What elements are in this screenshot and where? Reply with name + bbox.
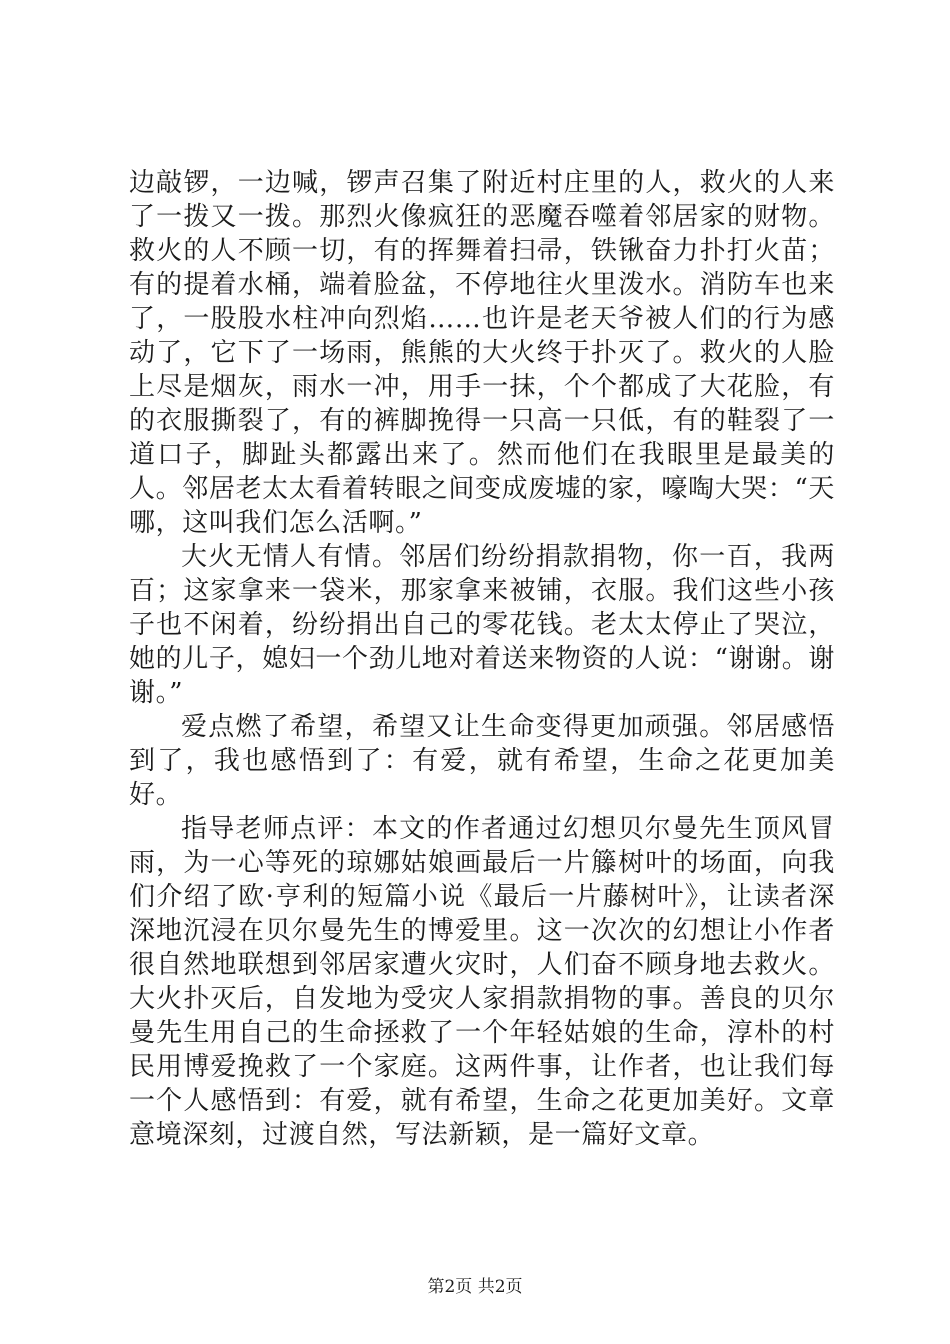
teacher-comment-paragraph: 指导老师点评：本文的作者通过幻想贝尔曼先生顶风冒雨，为一心等死的琼娜姑娘画最后一片籐树叶的场面，向我们介绍了欧·亨利的短篇小说《最后一片藤树叶》，让读者深深地沉浸在贝尔曼先生的博爱里。这一次次的幻想让小作者很自然地联想到邻居家遭火灾时，人们奋不顾身地去救火。大火扑灭后，自发地为受灾人家捐款捐物的事。善良的贝尔曼先生用自己的生命拯救了一个年轻姑娘的生命，淳朴的村民用博爱挽救了一个家庭。这两件事，让作者，也让我们每一个人感悟到：有爱，就有希望，生命之花更加美好。文章意境深刻，过渡自然，写法新颖，是一篇好文章。: [129, 814, 835, 1150]
paragraph: 大火无情人有情。邻居们纷纷捐款捐物，你一百，我两百；这家拿来一袋米，那家拿来被铺，衣服。我们这些小孩子也不闲着，纷纷捐出自己的零花钱。老太太停止了哭泣，她的儿子，媳妇一个劲儿地对着送来物资的人说：“谢谢。谢谢。”: [129, 542, 835, 708]
paragraph-continued: 边敲锣，一边喊，锣声召集了附近村庄里的人，救火的人来了一拨又一拨。那烈火像疯狂的恶魔吞噬着邻居家的财物。救火的人不顾一切，有的挥舞着扫帚，铁锹奋力扑打火苗；有的提着水桶，端着脸盆，不停地往火里泼水。消防车也来了，一股股水柱冲向烈焰……也许是老天爷被人们的行为感动了，它下了一场雨，熊熊的大火终于扑灭了。救火的人脸上尽是烟灰，雨水一冲，用手一抹，个个都成了大花脸，有的衣服撕裂了，有的裤脚挽得一只高一只低，有的鞋裂了一道口子，脚趾头都露出来了。然而他们在我眼里是最美的人。邻居老太太看着转眼之间变成废墟的家，嚎啕大哭：“天哪，这叫我们怎么活啊。”: [129, 168, 835, 538]
paragraph: 爱点燃了希望，希望又让生命变得更加顽强。邻居感悟到了，我也感悟到了：有爱，就有希望，生命之花更加美好。: [129, 712, 835, 810]
document-body: [129, 166, 835, 1152]
page-number-footer: 第2页 共2页: [427, 1277, 523, 1297]
